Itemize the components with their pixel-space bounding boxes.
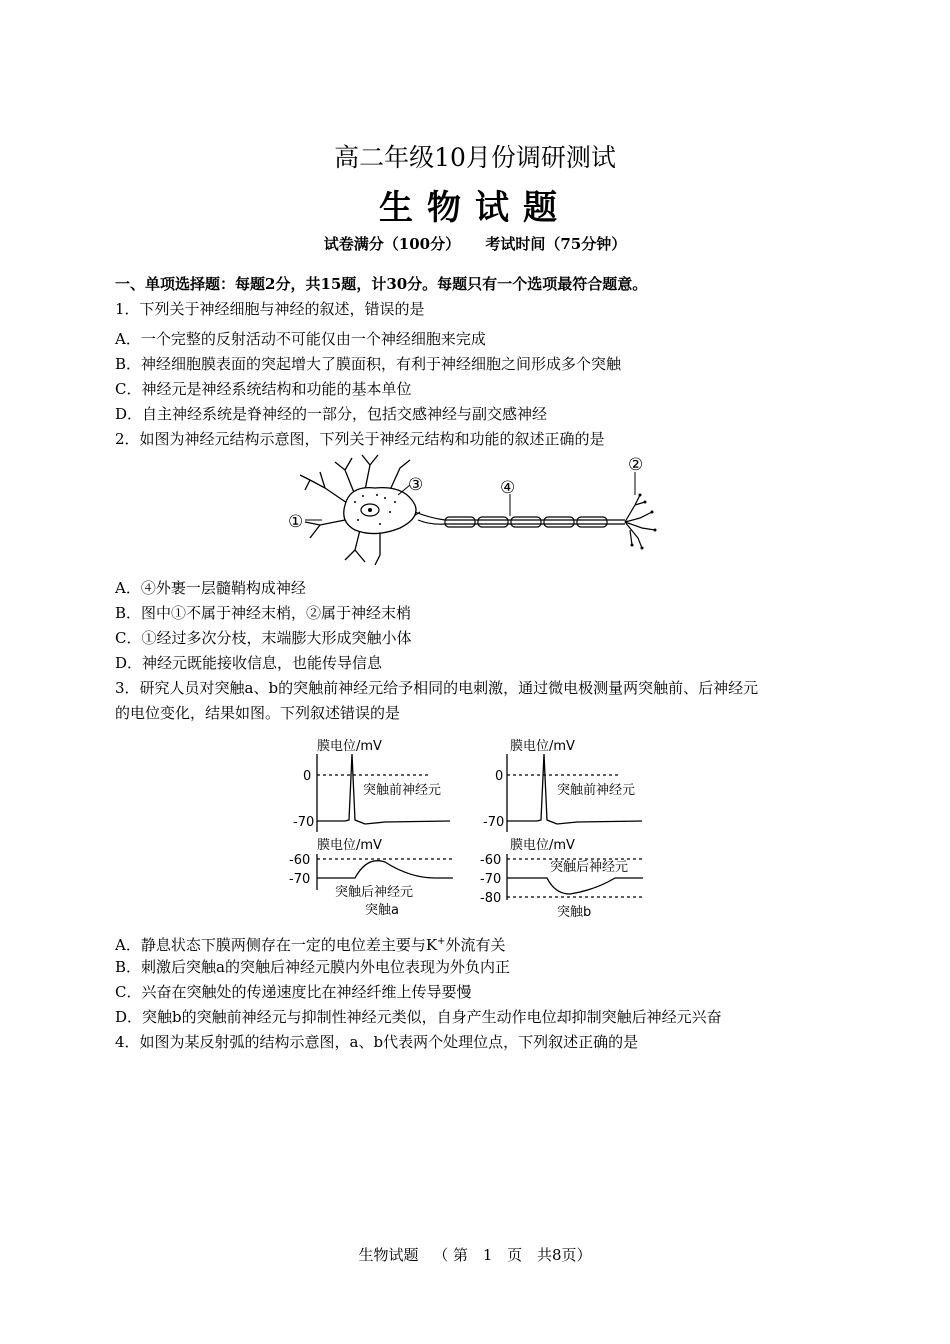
a-pre-label: 突触前神经元: [363, 783, 442, 798]
a-pre-ylabel: 膜电位/mV: [317, 739, 382, 754]
footer-subject: 生物试题: [358, 1246, 419, 1264]
score-info: 试卷满分（100分）: [323, 235, 461, 253]
q3-stem-line2: 的电位变化，结果如图。下列叙述错误的是: [115, 704, 401, 722]
b-post-tick-70: -70: [480, 872, 502, 887]
q2-stem: 2．如图为神经元结构示意图，下列关于神经元结构和功能的叙述正确的是: [115, 430, 605, 448]
q2-option-c: C．①经过多次分枝，末端膨大形成突触小体: [115, 629, 412, 647]
b-pre-tick-70: -70: [483, 815, 505, 830]
q3-option-a: [115, 932, 505, 955]
exam-title: 生物试题: [379, 188, 571, 228]
neuron-diagram: [280, 450, 670, 570]
footer-page-open: （ 第: [433, 1246, 469, 1264]
a-pre-tick-70: -70: [293, 815, 315, 830]
time-info: 考试时间（75分钟）: [485, 235, 627, 253]
footer-total: 共8页）: [536, 1246, 592, 1264]
q3-stem-line1: 3．研究人员对突触a、b的突触前神经元给予相同的电刺激，通过微电极测量两突触前、后神经元: [115, 679, 759, 697]
q2-option-b: B．图中①不属于神经末梢，②属于神经末梢: [115, 604, 412, 622]
a-post-label: 突触后神经元: [335, 885, 414, 900]
a-post-trace: [317, 861, 453, 878]
b-post-trace: [507, 878, 643, 894]
q3-option-b: B．刺激后突触a的突触后神经元膜内外电位表现为外负内正: [115, 958, 510, 976]
q1-option-d: D．自主神经系统是脊神经的一部分，包括交感神经与副交感神经: [115, 405, 548, 423]
q2-option-a: A．④外裹一层髓鞘构成神经: [115, 579, 306, 597]
a-post-ylabel: 膜电位/mV: [317, 838, 382, 853]
label-3: ③: [408, 475, 424, 495]
synapse-a-label: 突触a: [365, 903, 399, 918]
cell-body: [344, 488, 416, 534]
nucleolus: [368, 508, 372, 512]
q3-option-c: C．兴奋在突触处的传递速度比在神经纤维上传导要慢: [115, 983, 472, 1001]
b-pre-tick-0: 0: [495, 769, 504, 784]
a-pre-tick-0: 0: [303, 769, 312, 784]
exam-meta: [0, 233, 950, 254]
page-footer: [0, 1244, 950, 1265]
q4-stem: 4．如图为某反射弧的结构示意图，a、b代表两个处理位点，下列叙述正确的是: [115, 1033, 639, 1051]
b-post-tick-80: -80: [480, 891, 502, 906]
axon: [415, 512, 625, 527]
exam-subtitle: 高二年级10月份调研测试: [334, 143, 616, 172]
footer-page-mid: 页: [507, 1246, 523, 1264]
synapse-potential-figure: [285, 732, 675, 922]
q1-option-c: C．神经元是神经系统结构和功能的基本单位: [115, 380, 412, 398]
footer-page-number: 1: [482, 1246, 493, 1264]
q2-option-d: D．神经元既能接收信息，也能传导信息: [115, 654, 383, 672]
b-post-ylabel: 膜电位/mV: [510, 838, 575, 853]
q1-stem: 1．下列关于神经细胞与神经的叙述，错误的是: [115, 300, 425, 318]
a-post-tick-60: -60: [289, 853, 311, 868]
q3-option-a-tail: 外流有关: [445, 936, 506, 954]
axon-terminals: [625, 495, 655, 548]
q3-option-a-sup: +: [437, 936, 446, 947]
q1-option-a: A．一个完整的反射活动不可能仅由一个神经细胞来完成: [115, 330, 486, 348]
b-post-tick-60: -60: [480, 853, 502, 868]
b-pre-ylabel: 膜电位/mV: [510, 739, 575, 754]
synapse-b-label: 突触b: [557, 905, 592, 920]
label-4: ④: [500, 478, 516, 498]
q3-option-a-text: A．静息状态下膜两侧存在一定的电位差主要与K: [115, 936, 438, 954]
section-heading: 一、单项选择题：每题2分，共15题，计30分。每题只有一个选项最符合题意。: [115, 275, 648, 293]
q3-option-d: D．突触b的突触前神经元与抑制性神经元类似，自身产生动作电位却抑制突触后神经元兴奋: [115, 1008, 722, 1026]
label-1: ①: [288, 512, 304, 532]
a-post-tick-70: -70: [289, 872, 311, 887]
q1-option-b: B．神经细胞膜表面的突起增大了膜面积，有利于神经细胞之间形成多个突触: [115, 355, 622, 373]
b-pre-label: 突触前神经元: [557, 783, 636, 798]
b-post-label: 突触后神经元: [550, 860, 629, 875]
label-2: ②: [628, 455, 644, 475]
